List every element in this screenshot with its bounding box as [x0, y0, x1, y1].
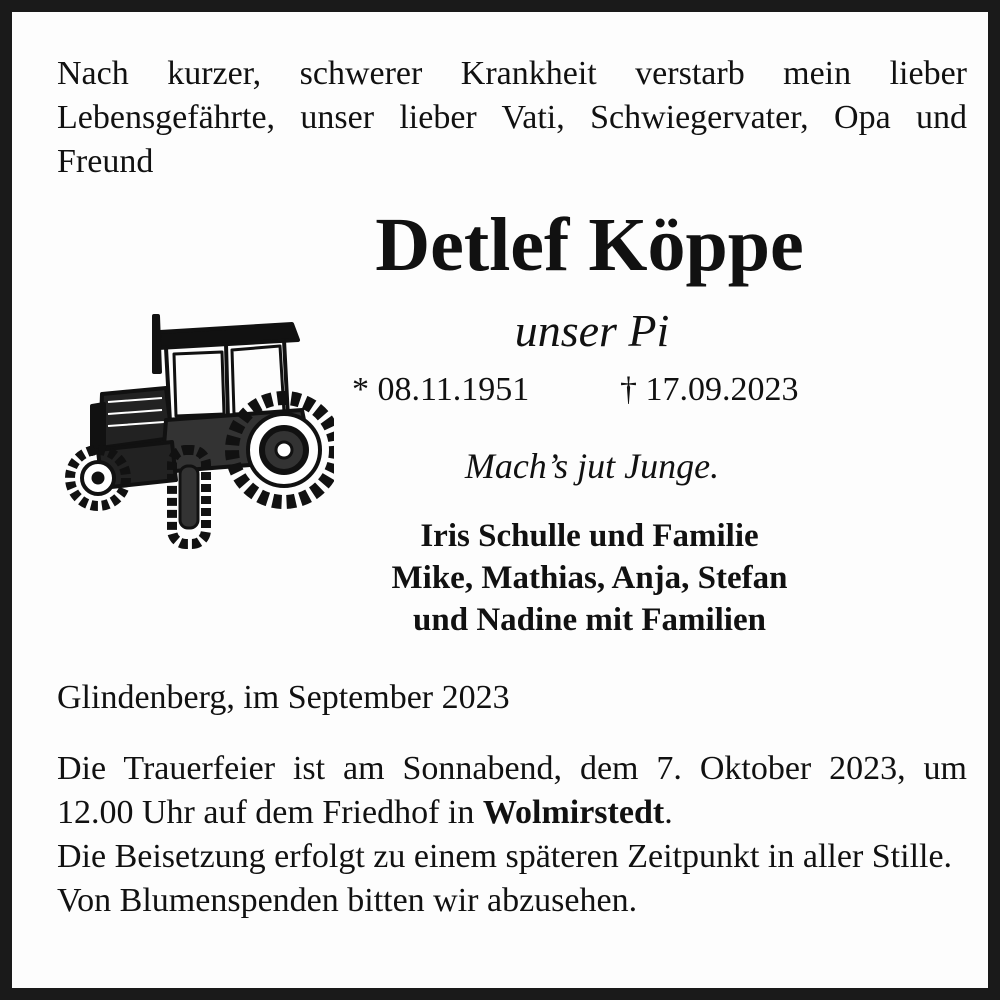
tractor-icon — [62, 310, 334, 550]
burial-text: Die Beisetzung erfolgt zu einem späteren Zeitpunkt in aller Stille. — [57, 838, 953, 875]
deceased-name: Detlef Köppe — [375, 203, 804, 287]
birth-date: * 08.11.1951 — [352, 371, 530, 408]
motto: Mach’s jut Junge. — [464, 446, 720, 486]
mourners-list — [312, 515, 867, 641]
flowers-note: Von Blumenspenden bitten wir abzusehen. — [57, 882, 638, 919]
life-dates — [352, 368, 832, 412]
funeral-info — [57, 747, 967, 923]
rear-wheel — [232, 398, 334, 502]
death-date: † 17.09.2023 — [620, 371, 799, 408]
funeral-service-prefix: Die Trauerfeier ist am Sonnabend, dem 7. Oktober 2023, um 12.00 Uhr auf dem Friedhof in — [57, 750, 967, 831]
mourner-line: Mike, Mathias, Anja, Stefan — [391, 560, 788, 596]
place-and-date: Glindenberg, im September 2023 — [57, 679, 510, 716]
intro-text: Nach kurzer, schwerer Krankheit verstarb mein lieber Lebensgefährte, unser lieber Vati, Schwiegervater, Opa und Freund — [57, 55, 967, 180]
deceased-nickname: unser Pi — [514, 305, 670, 356]
funeral-service-suffix: . — [664, 794, 673, 831]
funeral-service-text — [57, 747, 967, 835]
mourner-line: und Nadine mit Familien — [413, 602, 766, 638]
funeral-location: Wolmirstedt — [482, 794, 665, 831]
mourner-line: Iris Schulle und Familie — [420, 518, 759, 554]
